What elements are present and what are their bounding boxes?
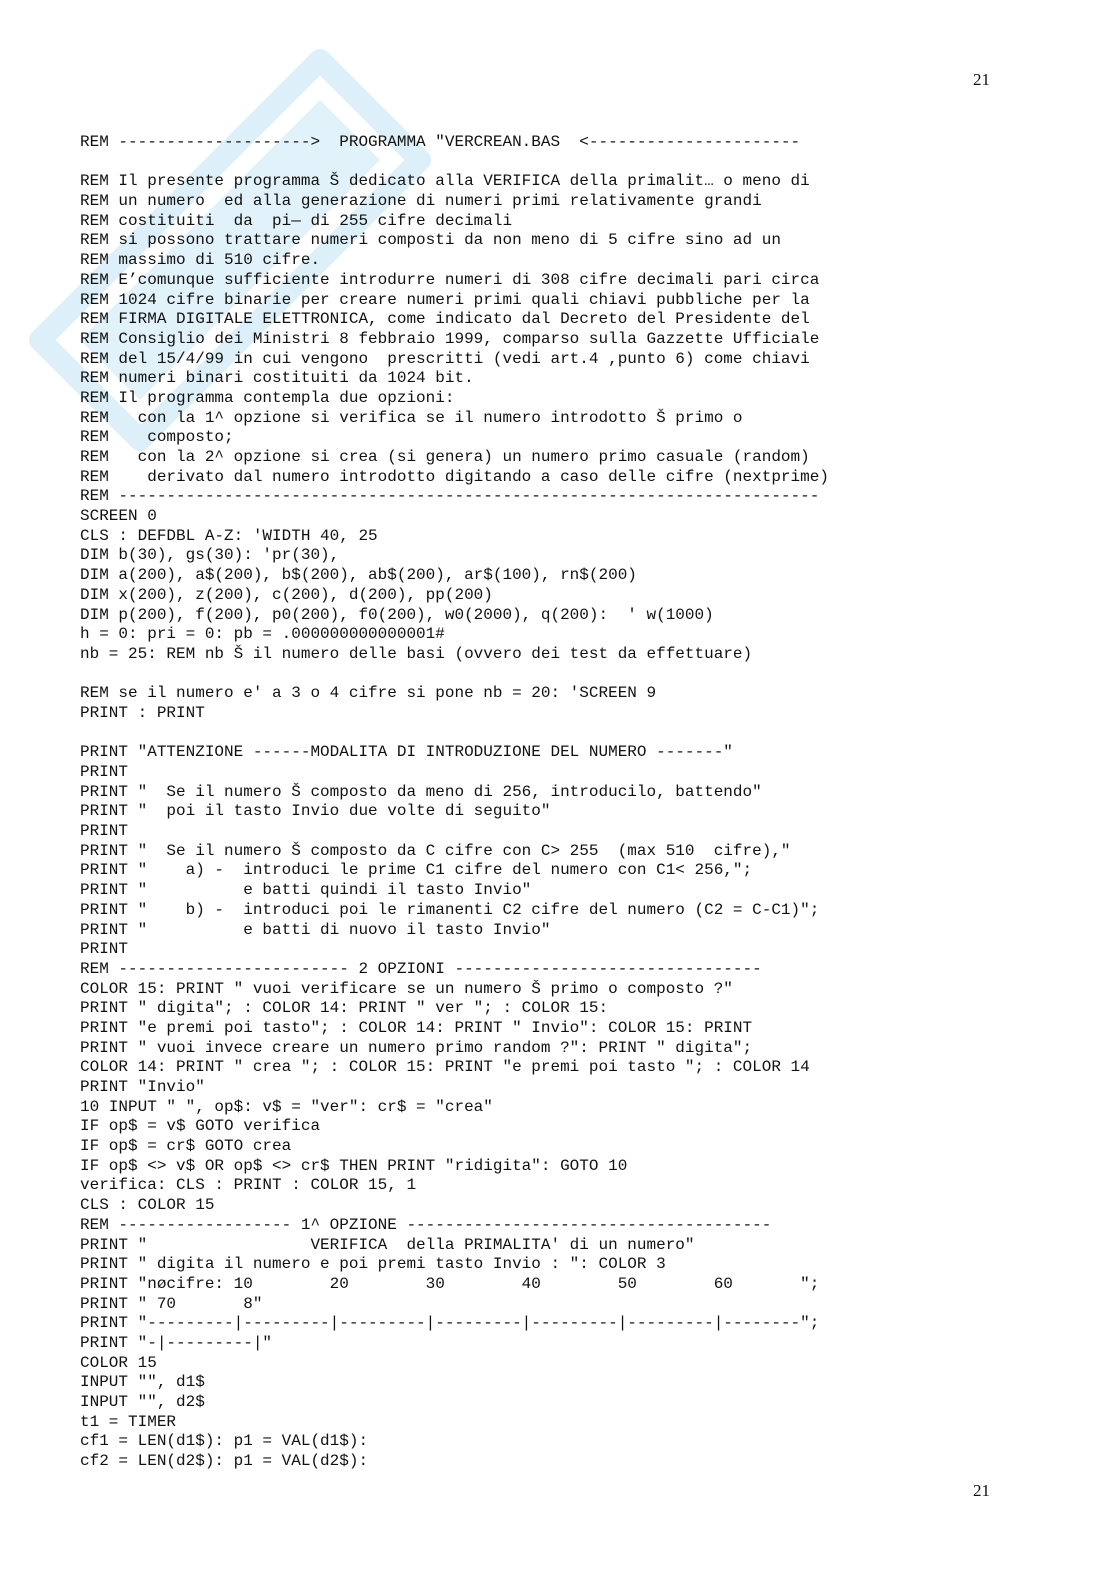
code-line: IF op$ <> v$ OR op$ <> cr$ THEN PRINT "ridigita": GOTO 10 xyxy=(80,1156,628,1175)
code-line: 10 INPUT " ", op$: v$ = "ver": cr$ = "crea" xyxy=(80,1097,493,1116)
code-line: REM Il presente programma Š dedicato alla VERIFICA della primalit… o meno di xyxy=(80,172,810,191)
code-line: REM con la 1^ opzione si verifica se il numero introdotto Š primo o xyxy=(80,408,743,427)
code-line: PRINT : PRINT xyxy=(80,703,205,722)
page-number-bottom: 21 xyxy=(973,1481,990,1500)
code-line: PRINT "ATTENZIONE ------MODALITA DI INTRODUZIONE DEL NUMERO -------" xyxy=(80,743,733,762)
code-line: PRINT " Se il numero Š composto da meno di 256, introducilo, battendo" xyxy=(80,782,762,801)
code-line: REM --------------------> PROGRAMMA "VERCREAN.BAS <---------------------- xyxy=(80,133,801,151)
code-line: COLOR 15 xyxy=(80,1353,157,1372)
code-line: PRINT "Invio" xyxy=(80,1078,205,1096)
code-line: INPUT "", d2$ xyxy=(80,1393,205,1411)
code-line: PRINT " b) - introduci poi le rimanenti C2 cifre del numero (C2 = C-C1)"; xyxy=(80,900,820,919)
code-line: DIM a(200), a$(200), b$(200), ab$(200), ar$(100), rn$(200) xyxy=(80,566,637,585)
code-line: REM un numero ed alla generazione di numeri primi relativamente grandi xyxy=(80,192,762,211)
code-line: COLOR 15: PRINT " vuoi verificare se un numero Š primo o composto ?" xyxy=(80,979,733,998)
code-line: REM composto; xyxy=(80,428,234,447)
code-line: REM se il numero e' a 3 o 4 cifre si pone nb = 20: 'SCREEN 9 xyxy=(80,684,657,703)
code-line xyxy=(80,153,960,173)
code-line: PRINT " Se il numero Š composto da C cifre con C> 255 (max 510 cifre)," xyxy=(80,841,791,860)
code-line: verifica: CLS : PRINT : COLOR 15, 1 xyxy=(80,1176,417,1195)
code-line: PRINT " poi il tasto Invio due volte di seguito" xyxy=(80,802,551,821)
code-line: IF op$ = cr$ GOTO crea xyxy=(80,1137,292,1156)
code-line: SCREEN 0 xyxy=(80,507,157,526)
code-line: PRINT xyxy=(80,822,129,841)
code-line: PRINT " digita"; : COLOR 14: PRINT " ver "; : COLOR 15: xyxy=(80,999,609,1018)
code-line: cf1 = LEN(d1$): p1 = VAL(d1$): xyxy=(80,1432,369,1451)
code-line: PRINT xyxy=(80,940,129,959)
code-line: REM derivato dal numero introdotto digitando a caso delle cifre (nextprime) xyxy=(80,467,829,486)
code-line: DIM p(200), f(200), p0(200), f0(200), w0(2000), q(200): ' w(1000) xyxy=(80,605,714,624)
code-line: cf2 = LEN(d2$): p1 = VAL(d2$): xyxy=(80,1452,369,1471)
code-listing xyxy=(80,133,960,1472)
code-line: PRINT " vuoi invece creare un numero primo random ?": PRINT " digita"; xyxy=(80,1038,753,1057)
code-line: REM Il programma contempla due opzioni: xyxy=(80,388,455,407)
code-line: REM Consiglio dei Ministri 8 febbraio 1999, comparso sulla Gazzette Ufficiale xyxy=(80,329,820,348)
code-line: DIM b(30), gs(30): 'pr(30), xyxy=(80,546,340,565)
code-line: PRINT " VERIFICA della PRIMALITA' di un numero" xyxy=(80,1235,695,1254)
code-line: nb = 25: REM nb Š il numero delle basi (ovvero dei test da effettuare) xyxy=(80,644,753,663)
code-line: PRINT " 70 8" xyxy=(80,1294,263,1313)
code-line: REM numeri binari costituiti da 1024 bit. xyxy=(80,369,474,388)
code-line: REM si possono trattare numeri composti da non meno di 5 cifre sino ad un xyxy=(80,231,781,250)
code-line: PRINT "---------|---------|---------|---------|---------|---------|--------"; xyxy=(80,1314,820,1333)
code-line: PRINT "-|---------|" xyxy=(80,1333,273,1352)
code-line: PRINT "nøcifre: 10 20 30 40 50 60 "; xyxy=(80,1274,820,1293)
code-line: t1 = TIMER xyxy=(80,1412,177,1431)
code-line: CLS : COLOR 15 xyxy=(80,1196,215,1215)
code-line: REM ------------------ 1^ OPZIONE -------------------------------------- xyxy=(80,1215,772,1234)
code-line: h = 0: pri = 0: pb = .000000000000001# xyxy=(80,625,445,644)
code-line: PRINT " e batti di nuovo il tasto Invio" xyxy=(80,920,551,939)
code-line: PRINT xyxy=(80,763,129,781)
code-line: REM E’comunque sufficiente introdurre numeri di 308 cifre decimali pari circa xyxy=(80,270,820,289)
code-line: REM con la 2^ opzione si crea (si genera) un numero primo casuale (random) xyxy=(80,448,810,466)
code-line: REM ------------------------ 2 OPZIONI -------------------------------- xyxy=(80,959,762,978)
page-number-top: 21 xyxy=(973,70,990,89)
code-line: PRINT " a) - introduci le prime C1 cifre del numero con C1< 256,"; xyxy=(80,861,753,880)
code-line xyxy=(80,665,960,685)
code-line xyxy=(80,724,960,744)
code-line: PRINT "e premi poi tasto"; : COLOR 14: PRINT " Invio": COLOR 15: PRINT xyxy=(80,1018,753,1037)
code-line: REM massimo di 510 cifre. xyxy=(80,251,321,270)
code-line: PRINT " digita il numero e poi premi tasto Invio : ": COLOR 3 xyxy=(80,1255,666,1274)
code-line: COLOR 14: PRINT " crea "; : COLOR 15: PRINT "e premi poi tasto "; : COLOR 14 xyxy=(80,1058,810,1077)
code-line: PRINT " e batti quindi il tasto Invio" xyxy=(80,881,532,900)
code-line: DIM x(200), z(200), c(200), d(200), pp(200) xyxy=(80,585,493,604)
code-line: REM FIRMA DIGITALE ELETTRONICA, come indicato dal Decreto del Presidente del xyxy=(80,310,810,329)
code-line: IF op$ = v$ GOTO verifica xyxy=(80,1117,321,1136)
code-line: REM 1024 cifre binarie per creare numeri primi quali chiavi pubbliche per la xyxy=(80,290,810,309)
code-line: CLS : DEFDBL A-Z: 'WIDTH 40, 25 xyxy=(80,526,378,545)
code-line: REM ------------------------------------------------------------------------- xyxy=(80,487,820,506)
code-line: REM del 15/4/99 in cui vengono prescritti (vedi art.4 ,punto 6) come chiavi xyxy=(80,349,810,368)
code-line: INPUT "", d1$ xyxy=(80,1373,205,1392)
code-line: REM costituiti da pi— di 255 cifre decimali xyxy=(80,211,513,230)
